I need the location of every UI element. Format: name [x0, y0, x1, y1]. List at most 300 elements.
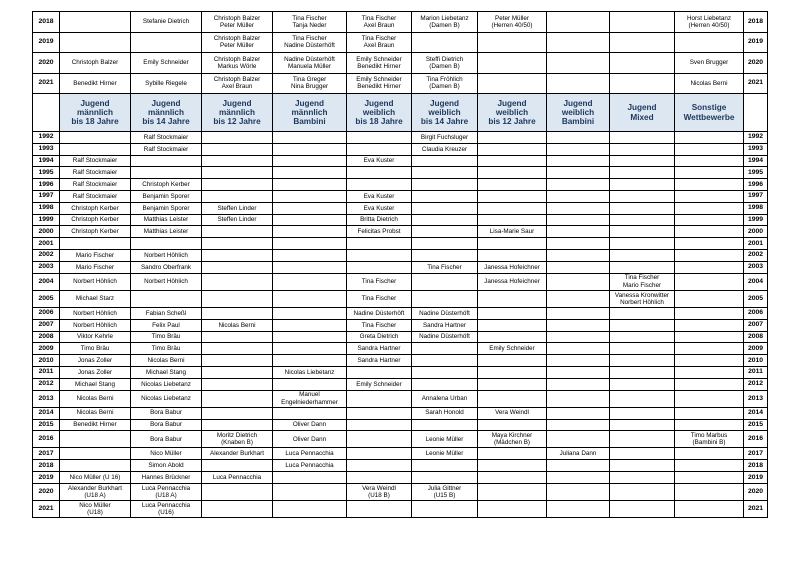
cell-line: Benjamin Sporer: [142, 192, 190, 200]
result-cell: [547, 390, 610, 407]
result-cell: [202, 366, 273, 378]
result-cell: [60, 307, 131, 319]
result-cell: [347, 32, 412, 53]
result-cell: [60, 261, 131, 273]
result-cell: [478, 32, 547, 53]
cell-line: Steffen Linder: [217, 216, 257, 224]
cell-line: Peter Müller: [495, 14, 529, 22]
cell-line: Norbert Höhlich: [144, 251, 188, 259]
cell-line: männlich: [77, 107, 113, 117]
cell-line: Emily Schneider: [356, 380, 402, 388]
result-cell: [610, 355, 675, 367]
cell-line: Mixed: [630, 112, 654, 122]
result-cell: [610, 483, 675, 500]
result-cell: [547, 407, 610, 419]
result-cell: [131, 167, 202, 179]
result-cell: [610, 226, 675, 238]
result-cell: [273, 179, 347, 191]
result-cell: [547, 319, 610, 331]
cell-line: Eva Kuster: [363, 157, 395, 165]
cell-line: Felicitas Probst: [357, 228, 401, 236]
cell-line: Benedikt Hirner: [357, 62, 401, 70]
year-cell: 2007: [33, 319, 60, 331]
result-cell: [610, 448, 675, 460]
result-cell: [547, 331, 610, 343]
result-cell: [273, 32, 347, 53]
cell-line: Hannes Brückner: [141, 473, 191, 481]
year-cell: 2018: [33, 12, 60, 33]
result-cell: [610, 202, 675, 214]
result-cell: [610, 32, 675, 53]
cell-line: Jugend: [563, 98, 593, 108]
year-cell: 2011: [33, 366, 60, 378]
result-cell: [675, 307, 744, 319]
result-cell: [202, 419, 273, 431]
cell-line: Nicolas Liebetanz: [141, 380, 191, 388]
result-cell: [675, 448, 744, 460]
cell-line: weiblich: [362, 107, 396, 117]
result-cell: [412, 331, 478, 343]
year-row: [33, 331, 768, 343]
result-cell: [273, 132, 347, 144]
result-cell: [347, 307, 412, 319]
year-cell: 2004: [744, 273, 768, 290]
year-cell: 1998: [744, 202, 768, 214]
result-cell: [131, 53, 202, 74]
cell-line: Nadine Düsterhöft: [284, 42, 335, 50]
year-cell: 2009: [33, 343, 60, 355]
result-cell: [412, 53, 478, 74]
year-row: [33, 179, 768, 191]
year-cell: 2015: [33, 419, 60, 431]
cell-line: Felix Paul: [152, 321, 180, 329]
result-cell: [675, 132, 744, 144]
cell-line: Christoph Balzer: [71, 59, 119, 67]
year-row: [33, 261, 768, 273]
year-row: [33, 155, 768, 167]
cell-line: Christoph Balzer: [213, 55, 261, 63]
result-cell: [202, 448, 273, 460]
cell-line: Luca Pennacchia: [141, 484, 191, 492]
result-cell: [202, 143, 273, 155]
result-cell: [610, 472, 675, 484]
result-cell: [478, 273, 547, 290]
result-cell: [412, 431, 478, 448]
result-cell: [60, 472, 131, 484]
cell-line: Eva Kuster: [363, 192, 395, 200]
result-cell: [610, 143, 675, 155]
year-cell: 2019: [33, 32, 60, 53]
cell-line: Ralf Stockmaier: [72, 169, 118, 177]
column-header: [33, 94, 60, 132]
result-cell: [131, 155, 202, 167]
result-cell: [202, 390, 273, 407]
cell-line: Luca Pennacchia: [212, 473, 262, 481]
result-cell: [347, 290, 412, 307]
result-cell: [60, 179, 131, 191]
result-cell: [547, 238, 610, 250]
result-cell: [131, 378, 202, 390]
cell-line: Jonas Zoller: [77, 356, 113, 364]
result-cell: [347, 343, 412, 355]
result-cell: [131, 143, 202, 155]
result-cell: [547, 132, 610, 144]
year-cell: 2012: [33, 378, 60, 390]
result-cell: [60, 12, 131, 33]
cell-line: Steffen Linder: [217, 204, 257, 212]
result-cell: [273, 407, 347, 419]
cell-line: Michael Stang: [75, 380, 115, 388]
year-cell: 2021: [33, 73, 60, 94]
result-cell: [131, 12, 202, 33]
result-cell: [547, 226, 610, 238]
cell-line: Matthias Leister: [143, 228, 189, 236]
cell-line: Michael Stang: [146, 368, 186, 376]
top-row: [33, 73, 768, 94]
result-cell: [347, 167, 412, 179]
result-cell: [478, 12, 547, 33]
result-cell: [202, 179, 273, 191]
year-cell: 2019: [744, 472, 768, 484]
year-cell: 2002: [33, 249, 60, 261]
cell-line: (U15 B): [433, 491, 456, 499]
cell-line: Timo Bräu: [151, 345, 181, 353]
result-cell: [412, 143, 478, 155]
cell-line: Viktor Kehrle: [77, 333, 113, 341]
cell-line: (Damen B): [429, 83, 460, 91]
result-cell: [547, 419, 610, 431]
result-cell: [547, 202, 610, 214]
result-cell: [131, 307, 202, 319]
result-cell: [478, 155, 547, 167]
result-cell: [675, 472, 744, 484]
result-cell: [412, 501, 478, 518]
result-cell: [273, 343, 347, 355]
cell-line: Norbert Höhlich: [620, 298, 664, 306]
year-cell: 1999: [33, 214, 60, 226]
result-cell: [347, 431, 412, 448]
top-section: [33, 12, 768, 94]
result-cell: [478, 179, 547, 191]
cell-line: Nadine Düsterhöft: [353, 309, 405, 317]
cell-line: bis 18 Jahre: [71, 117, 119, 127]
year-cell: 2005: [744, 290, 768, 307]
cell-line: Timo Bräu: [80, 345, 110, 353]
cell-line: (Herren 40/50): [491, 21, 533, 29]
cell-line: bis 14 Jahre: [420, 117, 469, 127]
result-cell: [60, 155, 131, 167]
result-cell: [347, 179, 412, 191]
cell-line: Matthias Leister: [143, 216, 189, 224]
year-cell: 2008: [33, 331, 60, 343]
result-cell: [547, 343, 610, 355]
cell-line: (U18 A): [84, 491, 106, 499]
result-cell: [610, 307, 675, 319]
column-header: [131, 94, 202, 132]
result-cell: [610, 390, 675, 407]
year-cell: 2006: [744, 307, 768, 319]
cell-line: Benedikt Hirner: [73, 79, 117, 87]
cell-line: Manuela Müller: [287, 62, 332, 70]
result-cell: [202, 460, 273, 472]
cell-line: Vanessa Kronwitter: [614, 291, 670, 299]
cell-line: Axel Braun: [363, 42, 395, 50]
year-cell: 2013: [744, 390, 768, 407]
cell-line: Benedikt Hirner: [357, 83, 401, 91]
cell-line: Vera Weindl: [495, 409, 529, 417]
cell-line: Maya Kirchner: [491, 432, 533, 440]
cell-line: Jugend: [151, 98, 181, 108]
result-cell: [412, 226, 478, 238]
result-cell: [478, 343, 547, 355]
cell-line: Sandra Hartner: [357, 356, 401, 364]
result-cell: [273, 53, 347, 74]
result-cell: [347, 53, 412, 74]
year-row: [33, 355, 768, 367]
result-cell: [478, 483, 547, 500]
result-cell: [547, 366, 610, 378]
result-cell: [131, 501, 202, 518]
cell-line: weiblich: [495, 107, 529, 117]
result-cell: [412, 179, 478, 191]
result-cell: [547, 190, 610, 202]
result-cell: [273, 249, 347, 261]
result-cell: [478, 378, 547, 390]
result-cell: [202, 273, 273, 290]
year-row: [33, 366, 768, 378]
top-row: [33, 53, 768, 74]
result-cell: [131, 249, 202, 261]
result-cell: [60, 249, 131, 261]
result-cell: [610, 73, 675, 94]
cell-line: (Bambini B): [692, 439, 726, 447]
result-cell: [273, 290, 347, 307]
year-row: [33, 460, 768, 472]
result-cell: [412, 460, 478, 472]
cell-line: Timo Marbus: [690, 432, 728, 440]
result-cell: [202, 73, 273, 94]
result-cell: [202, 355, 273, 367]
result-cell: [131, 419, 202, 431]
result-cell: [610, 319, 675, 331]
cell-line: Benedikt Hirner: [73, 421, 117, 429]
result-cell: [412, 290, 478, 307]
year-row: [33, 290, 768, 307]
result-cell: [412, 366, 478, 378]
result-cell: [60, 53, 131, 74]
result-cell: [478, 331, 547, 343]
cell-line: Lisa-Marie Saur: [489, 228, 535, 236]
cell-line: männlich: [291, 107, 328, 117]
cell-line: Jugend: [294, 98, 325, 108]
cell-line: (Herren 40/50): [688, 21, 730, 29]
result-cell: [347, 460, 412, 472]
cell-line: Annalena Urban: [421, 394, 468, 402]
cell-line: Emily Schneider: [356, 55, 402, 63]
result-cell: [131, 226, 202, 238]
year-row: [33, 501, 768, 518]
cell-line: Bora Babur: [150, 409, 182, 417]
year-row: [33, 390, 768, 407]
year-cell: 2005: [33, 290, 60, 307]
result-cell: [347, 73, 412, 94]
result-cell: [60, 331, 131, 343]
cell-line: Bambini: [293, 117, 326, 127]
cell-line: Janessa Hofeichner: [484, 263, 540, 271]
result-cell: [347, 12, 412, 33]
result-cell: [675, 155, 744, 167]
result-cell: [273, 226, 347, 238]
column-header: [610, 94, 675, 132]
cell-line: Tina Fischer: [361, 35, 397, 43]
cell-line: Jugend: [222, 98, 252, 108]
cell-line: Peter Müller: [220, 42, 254, 50]
cell-line: Tina Fischer: [361, 14, 397, 22]
year-cell: 2002: [744, 249, 768, 261]
result-cell: [60, 226, 131, 238]
column-header: [60, 94, 131, 132]
result-cell: [547, 501, 610, 518]
result-cell: [273, 202, 347, 214]
result-cell: [273, 273, 347, 290]
result-cell: [202, 307, 273, 319]
year-cell: 2001: [744, 238, 768, 250]
result-cell: [478, 167, 547, 179]
year-cell: 2003: [744, 261, 768, 273]
result-cell: [60, 355, 131, 367]
result-cell: [60, 366, 131, 378]
result-cell: [131, 343, 202, 355]
cell-line: Wettbewerbe: [683, 112, 735, 122]
cell-line: Moritz Dietrich: [216, 432, 258, 440]
cell-line: Birgit Fuchsluger: [420, 133, 469, 141]
year-cell: 2013: [33, 390, 60, 407]
cell-line: Tina Fischer: [292, 14, 327, 22]
year-cell: 2007: [744, 319, 768, 331]
result-cell: [131, 214, 202, 226]
cell-line: Sandra Hartner: [357, 345, 401, 353]
cell-line: Janessa Hofeichner: [484, 278, 540, 286]
result-cell: [547, 143, 610, 155]
cell-line: Oliver Dann: [292, 435, 327, 443]
cell-line: Timo Bräu: [151, 333, 181, 341]
result-cell: [273, 190, 347, 202]
cell-line: Mario Fischer: [622, 281, 662, 289]
result-cell: [202, 501, 273, 518]
result-cell: [347, 390, 412, 407]
cell-line: Luca Pennacchia: [285, 450, 334, 458]
result-cell: [478, 226, 547, 238]
result-cell: [478, 390, 547, 407]
result-cell: [547, 273, 610, 290]
year-row: [33, 419, 768, 431]
result-cell: [547, 431, 610, 448]
cell-line: Jugend: [497, 98, 527, 108]
result-cell: [675, 460, 744, 472]
cell-line: Nina Brugger: [290, 83, 329, 91]
year-cell: 2004: [33, 273, 60, 290]
result-cell: [273, 419, 347, 431]
year-row: [33, 249, 768, 261]
result-cell: [478, 132, 547, 144]
result-cell: [412, 238, 478, 250]
result-cell: [547, 460, 610, 472]
result-cell: [131, 202, 202, 214]
cell-line: (Mädchen B): [493, 439, 531, 447]
year-cell: 1992: [744, 132, 768, 144]
result-cell: [478, 202, 547, 214]
result-cell: [131, 238, 202, 250]
result-cell: [610, 238, 675, 250]
result-cell: [547, 261, 610, 273]
cell-line: weiblich: [561, 107, 595, 117]
result-cell: [347, 214, 412, 226]
year-row: [33, 214, 768, 226]
result-cell: [131, 179, 202, 191]
cell-line: Horst Liebetanz: [686, 14, 732, 22]
result-cell: [273, 331, 347, 343]
result-cell: [412, 12, 478, 33]
result-cell: [273, 167, 347, 179]
result-cell: [347, 202, 412, 214]
result-cell: [131, 273, 202, 290]
cell-line: Nicolas Berni: [690, 79, 728, 87]
year-row: [33, 407, 768, 419]
cell-line: Nicolas Liebetanz: [141, 394, 191, 402]
cell-line: Bora Babur: [150, 435, 182, 443]
result-cell: [347, 501, 412, 518]
result-cell: [273, 214, 347, 226]
year-cell: 2006: [33, 307, 60, 319]
result-cell: [610, 501, 675, 518]
cell-line: Stefanie Dietrich: [142, 18, 190, 26]
result-cell: [347, 483, 412, 500]
cell-line: Nicolas Berni: [76, 409, 114, 417]
result-cell: [347, 448, 412, 460]
cell-line: Tina Fischer: [361, 278, 397, 286]
result-cell: [610, 331, 675, 343]
cell-line: bis 12 Jahre: [488, 117, 536, 127]
cell-line: Ralf Stockmaier: [72, 157, 118, 165]
result-cell: [347, 132, 412, 144]
result-cell: [675, 501, 744, 518]
result-cell: [347, 190, 412, 202]
result-cell: [547, 355, 610, 367]
cell-line: Nico Müller (U 16): [69, 473, 121, 481]
result-cell: [347, 249, 412, 261]
result-cell: [273, 355, 347, 367]
result-cell: [610, 431, 675, 448]
cell-line: Christoph Balzer: [213, 35, 261, 43]
result-cell: [131, 366, 202, 378]
result-cell: [412, 448, 478, 460]
cell-line: Christoph Kerber: [71, 228, 119, 236]
year-row: [33, 448, 768, 460]
cell-line: (Damen B): [429, 62, 460, 70]
result-cell: [202, 32, 273, 53]
result-cell: [202, 226, 273, 238]
cell-line: Jugend: [429, 98, 460, 108]
result-cell: [273, 431, 347, 448]
result-cell: [610, 214, 675, 226]
result-cell: [273, 472, 347, 484]
result-cell: [412, 273, 478, 290]
cell-line: Leonie Müller: [425, 450, 464, 458]
result-cell: [675, 343, 744, 355]
result-cell: [60, 273, 131, 290]
cell-line: Norbert Höhlich: [73, 309, 117, 317]
cell-line: Marion Liebetanz: [420, 14, 469, 22]
